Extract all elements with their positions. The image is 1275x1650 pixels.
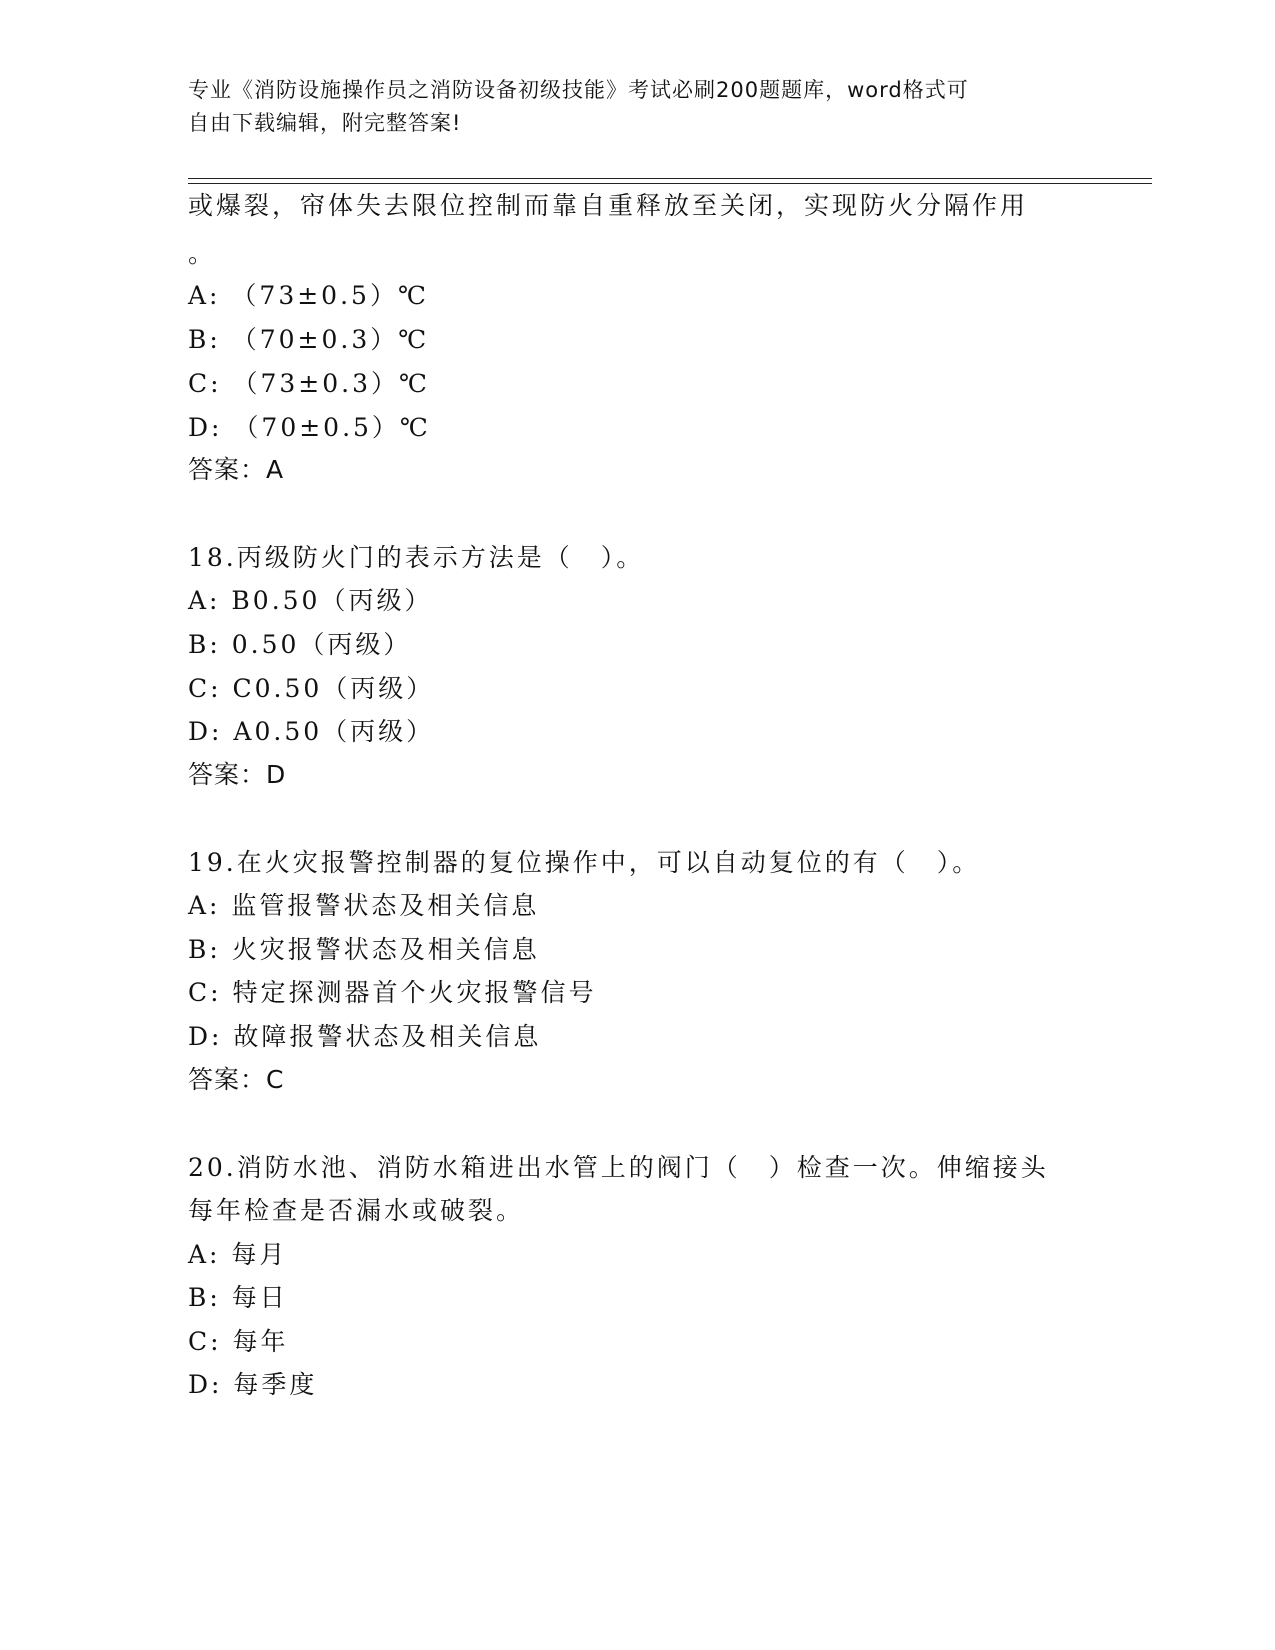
q19-option-a: A: 监管报警状态及相关信息 — [188, 891, 540, 920]
question-20-line-2: 每年检查是否漏水或破裂。 — [188, 1196, 525, 1225]
q20-option-c: C: 每年 — [188, 1327, 289, 1356]
q19-option-d: D: 故障报警状态及相关信息 — [188, 1022, 542, 1051]
option-c: C: （73±0.3）℃ — [188, 369, 430, 398]
header-divider-bottom — [188, 183, 1152, 184]
q18-option-c: C: C0.50（丙级） — [188, 674, 435, 703]
q20-option-b: B: 每日 — [188, 1283, 288, 1312]
continued-text-line-2: 。 — [188, 239, 217, 268]
option-a: A: （73±0.5）℃ — [188, 281, 429, 310]
question-19: 19.在火灾报警控制器的复位操作中，可以自动复位的有（ ）。 — [188, 848, 981, 877]
q18-option-d: D: A0.50（丙级） — [188, 717, 435, 746]
header-line-1: 专业《消防设施操作员之消防设备初级技能》考试必刷200题题库，word格式可 — [188, 78, 969, 102]
header-line-2: 自由下载编辑，附完整答案! — [188, 111, 462, 135]
q19-option-c: C: 特定探测器首个火灾报警信号 — [188, 978, 597, 1007]
question-20-line-1: 20.消防水池、消防水箱进出水管上的阀门（ ）检查一次。伸缩接头 — [188, 1153, 1049, 1182]
q19-answer: 答案：C — [188, 1065, 285, 1094]
q20-option-a: A: 每月 — [188, 1240, 288, 1269]
q20-option-d: D: 每季度 — [188, 1370, 318, 1399]
header-divider-top — [188, 178, 1152, 179]
answer: 答案：A — [188, 455, 285, 484]
q18-option-b: B: 0.50（丙级） — [188, 630, 412, 659]
q18-option-a: A: B0.50（丙级） — [188, 586, 433, 615]
question-18: 18.丙级防火门的表示方法是（ ）。 — [188, 543, 645, 572]
option-d: D: （70±0.5）℃ — [188, 413, 431, 442]
option-b: B: （70±0.3）℃ — [188, 325, 430, 354]
continued-text-line-1: 或爆裂，帘体失去限位控制而靠自重释放至关闭，实现防火分隔作用 — [188, 191, 1029, 220]
q19-option-b: B: 火灾报警状态及相关信息 — [188, 935, 540, 964]
q18-answer: 答案：D — [188, 760, 287, 789]
document-header — [188, 74, 1068, 140]
